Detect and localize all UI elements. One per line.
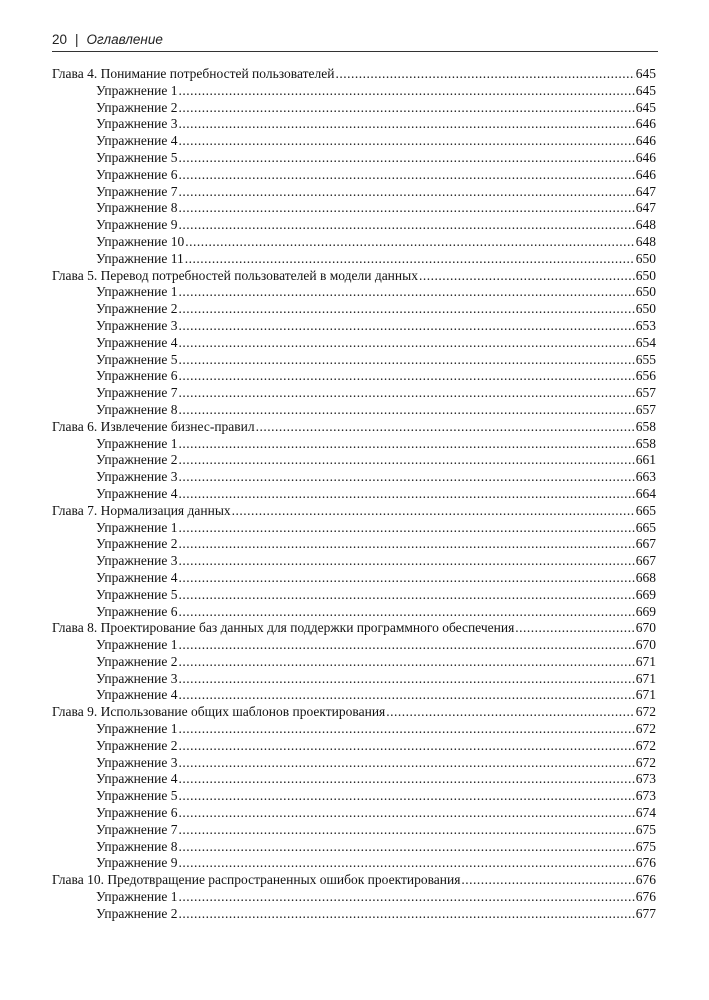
dot-leader bbox=[178, 755, 634, 772]
toc-entry-title: Упражнение 6 bbox=[96, 603, 178, 619]
dot-leader bbox=[178, 318, 634, 335]
toc-entry-title: Глава 6. Извлечение бизнес-правил bbox=[52, 418, 255, 434]
toc-entry-title: Глава 8. Проектирование баз данных для поддержки программного обеспечения bbox=[52, 620, 515, 636]
toc-exercise-entry bbox=[52, 889, 656, 906]
toc-entry-title: Упражнение 2 bbox=[96, 452, 178, 468]
toc-entry-page: 653 bbox=[635, 317, 656, 333]
dot-leader bbox=[178, 536, 634, 553]
toc-exercise-entry bbox=[52, 587, 656, 604]
toc-exercise-entry bbox=[52, 570, 656, 587]
toc-exercise-entry bbox=[52, 671, 656, 688]
toc-chapter-entry bbox=[52, 620, 656, 637]
toc-exercise-entry bbox=[52, 452, 656, 469]
dot-leader bbox=[178, 452, 634, 469]
toc-exercise-entry bbox=[52, 755, 656, 772]
toc-entry-page: 673 bbox=[635, 788, 656, 804]
dot-leader bbox=[256, 419, 635, 436]
toc-entry-title: Упражнение 8 bbox=[96, 401, 178, 417]
toc-entry-title: Упражнение 9 bbox=[96, 855, 178, 871]
toc-entry-page: 647 bbox=[635, 183, 656, 199]
toc-entry-title: Упражнение 2 bbox=[96, 905, 178, 921]
toc-entry-title: Упражнение 7 bbox=[96, 385, 178, 401]
dot-leader bbox=[178, 738, 634, 755]
dot-leader bbox=[178, 604, 634, 621]
toc-entry-page: 672 bbox=[635, 754, 656, 770]
toc-entry-page: 646 bbox=[635, 166, 656, 182]
dot-leader bbox=[178, 721, 634, 738]
toc-entry-title: Упражнение 3 bbox=[96, 469, 178, 485]
dot-leader bbox=[178, 335, 634, 352]
toc-entry-page: 645 bbox=[635, 99, 656, 115]
toc-exercise-entry bbox=[52, 301, 656, 318]
toc-exercise-entry bbox=[52, 839, 656, 856]
toc-entry-title: Упражнение 10 bbox=[96, 233, 185, 249]
toc-entry-page: 650 bbox=[635, 267, 656, 283]
toc-exercise-entry bbox=[52, 738, 656, 755]
dot-leader bbox=[178, 822, 634, 839]
toc-chapter-entry bbox=[52, 503, 656, 520]
dot-leader bbox=[178, 217, 634, 234]
dot-leader bbox=[185, 234, 635, 251]
toc-entry-page: 645 bbox=[635, 66, 656, 81]
toc-entry-page: 669 bbox=[635, 603, 656, 619]
toc-exercise-entry bbox=[52, 150, 656, 167]
toc-entry-page: 671 bbox=[635, 670, 656, 686]
toc-entry-title: Упражнение 6 bbox=[96, 805, 178, 821]
toc-exercise-entry bbox=[52, 520, 656, 537]
toc-exercise-entry bbox=[52, 385, 656, 402]
toc-entry-page: 664 bbox=[635, 485, 656, 501]
toc-exercise-entry bbox=[52, 368, 656, 385]
dot-leader bbox=[178, 889, 634, 906]
toc-entry-page: 673 bbox=[635, 771, 656, 787]
toc-entry-page: 670 bbox=[635, 637, 656, 653]
toc-entry-page: 672 bbox=[635, 737, 656, 753]
toc-entry-page: 672 bbox=[635, 704, 656, 720]
dot-leader bbox=[178, 469, 634, 486]
dot-leader bbox=[178, 284, 634, 301]
toc-entry-page: 658 bbox=[635, 418, 656, 434]
toc-exercise-entry bbox=[52, 83, 656, 100]
dot-leader bbox=[178, 402, 634, 419]
toc-entry-title: Глава 7. Нормализация данных bbox=[52, 502, 231, 518]
toc-exercise-entry bbox=[52, 217, 656, 234]
toc-entry-page: 646 bbox=[635, 116, 656, 132]
toc-entry-page: 667 bbox=[635, 553, 656, 569]
toc-entry-title: Упражнение 1 bbox=[96, 889, 178, 905]
toc-exercise-entry bbox=[52, 788, 656, 805]
dot-leader bbox=[178, 788, 634, 805]
toc-entry-title: Упражнение 5 bbox=[96, 788, 178, 804]
dot-leader bbox=[178, 839, 634, 856]
header-rule bbox=[52, 51, 658, 52]
toc-entry-page: 667 bbox=[635, 536, 656, 552]
toc-exercise-entry bbox=[52, 637, 656, 654]
dot-leader bbox=[178, 771, 634, 788]
toc-entry-page: 674 bbox=[635, 805, 656, 821]
toc-exercise-entry bbox=[52, 721, 656, 738]
toc-entry-page: 672 bbox=[635, 721, 656, 737]
toc-entry-title: Упражнение 3 bbox=[96, 553, 178, 569]
toc-entry-page: 655 bbox=[635, 351, 656, 367]
toc-exercise-entry bbox=[52, 234, 656, 251]
dot-leader bbox=[178, 100, 634, 117]
toc-entry-title: Глава 9. Использование общих шаблонов проектирования bbox=[52, 704, 386, 720]
toc-exercise-entry bbox=[52, 251, 656, 268]
running-header bbox=[52, 31, 658, 49]
toc-entry-page: 676 bbox=[635, 855, 656, 871]
toc-entry-page: 668 bbox=[635, 569, 656, 585]
toc-entry-page: 648 bbox=[635, 233, 656, 249]
toc-exercise-entry bbox=[52, 469, 656, 486]
toc-entry-title: Глава 5. Перевод потребностей пользователей в модели данных bbox=[52, 267, 418, 283]
dot-leader bbox=[185, 251, 635, 268]
toc-entry-title: Упражнение 4 bbox=[96, 771, 178, 787]
toc-entry-page: 647 bbox=[635, 200, 656, 216]
toc-entry-title: Упражнение 1 bbox=[96, 519, 178, 535]
toc-entry-page: 661 bbox=[635, 452, 656, 468]
toc-entry-page: 670 bbox=[635, 620, 656, 636]
toc-exercise-entry bbox=[52, 805, 656, 822]
dot-leader bbox=[178, 184, 634, 201]
dot-leader bbox=[178, 587, 634, 604]
toc-entry-title: Упражнение 1 bbox=[96, 82, 178, 98]
dot-leader bbox=[232, 503, 635, 520]
dot-leader bbox=[419, 268, 635, 285]
toc-exercise-entry bbox=[52, 436, 656, 453]
toc-entry-page: 675 bbox=[635, 821, 656, 837]
dot-leader bbox=[335, 66, 634, 83]
toc-exercise-entry bbox=[52, 116, 656, 133]
toc-entry-page: 656 bbox=[635, 368, 656, 384]
dot-leader bbox=[178, 368, 634, 385]
dot-leader bbox=[178, 200, 634, 217]
dot-leader bbox=[461, 872, 634, 889]
toc-exercise-entry bbox=[52, 167, 656, 184]
toc-entry-title: Упражнение 4 bbox=[96, 334, 178, 350]
toc-chapter-entry bbox=[52, 66, 656, 83]
toc-exercise-entry bbox=[52, 654, 656, 671]
toc-entry-page: 645 bbox=[635, 82, 656, 98]
toc-entry-page: 665 bbox=[635, 519, 656, 535]
dot-leader bbox=[178, 654, 634, 671]
toc-entry-title: Упражнение 7 bbox=[96, 183, 178, 199]
toc-entry-title: Упражнение 2 bbox=[96, 536, 178, 552]
toc-exercise-entry bbox=[52, 771, 656, 788]
dot-leader bbox=[178, 385, 634, 402]
toc-entry-title: Упражнение 2 bbox=[96, 301, 178, 317]
toc-exercise-entry bbox=[52, 906, 656, 923]
toc-entry-page: 663 bbox=[635, 469, 656, 485]
dot-leader bbox=[178, 805, 634, 822]
toc-entry-page: 657 bbox=[635, 401, 656, 417]
toc-chapter-entry bbox=[52, 704, 656, 721]
dot-leader bbox=[178, 352, 634, 369]
toc-entry-page: 677 bbox=[635, 905, 656, 921]
toc-exercise-entry bbox=[52, 855, 656, 872]
toc-entry-page: 658 bbox=[635, 435, 656, 451]
toc-entry-title: Глава 10. Предотвращение распространенных ошибок проектирования bbox=[52, 872, 461, 888]
dot-leader bbox=[178, 150, 634, 167]
toc-entry-title: Упражнение 8 bbox=[96, 838, 178, 854]
toc-entry-page: 646 bbox=[635, 149, 656, 165]
toc-entry-title: Упражнение 8 bbox=[96, 200, 178, 216]
toc-exercise-entry bbox=[52, 687, 656, 704]
dot-leader bbox=[178, 167, 634, 184]
toc-entry-title: Упражнение 5 bbox=[96, 351, 178, 367]
dot-leader bbox=[178, 570, 634, 587]
toc-chapter-entry bbox=[52, 268, 656, 285]
toc-entry-title: Упражнение 1 bbox=[96, 284, 178, 300]
toc-entry-title: Упражнение 3 bbox=[96, 754, 178, 770]
toc-exercise-entry bbox=[52, 200, 656, 217]
toc-exercise-entry bbox=[52, 402, 656, 419]
toc-exercise-entry bbox=[52, 133, 656, 150]
toc-entry-page: 646 bbox=[635, 133, 656, 149]
toc-entry-title: Упражнение 4 bbox=[96, 569, 178, 585]
toc-exercise-entry bbox=[52, 553, 656, 570]
dot-leader bbox=[178, 486, 634, 503]
toc-entry-title: Упражнение 6 bbox=[96, 368, 178, 384]
toc-exercise-entry bbox=[52, 284, 656, 301]
toc-chapter-entry bbox=[52, 419, 656, 436]
dot-leader bbox=[515, 620, 634, 637]
dot-leader bbox=[178, 83, 634, 100]
dot-leader bbox=[178, 133, 634, 150]
header-separator: | bbox=[75, 32, 79, 47]
toc-entry-title: Упражнение 3 bbox=[96, 317, 178, 333]
toc-entry-page: 650 bbox=[635, 250, 656, 266]
toc-entry-title: Упражнение 1 bbox=[96, 721, 178, 737]
toc-exercise-entry bbox=[52, 318, 656, 335]
toc-entry-title: Упражнение 1 bbox=[96, 435, 178, 451]
page-number: 20 bbox=[52, 32, 68, 47]
toc-entry-title: Упражнение 2 bbox=[96, 653, 178, 669]
toc-exercise-entry bbox=[52, 536, 656, 553]
dot-leader bbox=[178, 301, 634, 318]
toc-exercise-entry bbox=[52, 184, 656, 201]
toc-entry-title: Упражнение 9 bbox=[96, 217, 178, 233]
toc-entry-page: 654 bbox=[635, 334, 656, 350]
toc-exercise-entry bbox=[52, 604, 656, 621]
toc-entry-title: Упражнение 6 bbox=[96, 166, 178, 182]
dot-leader bbox=[178, 906, 634, 923]
toc-exercise-entry bbox=[52, 335, 656, 352]
toc-entry-page: 676 bbox=[635, 889, 656, 905]
toc-entry-title: Упражнение 1 bbox=[96, 637, 178, 653]
toc-entry-page: 665 bbox=[635, 502, 656, 518]
toc-entry-page: 657 bbox=[635, 385, 656, 401]
toc-entry-page: 671 bbox=[635, 653, 656, 669]
toc-entry-title: Упражнение 2 bbox=[96, 737, 178, 753]
dot-leader bbox=[178, 687, 634, 704]
toc-entry-page: 648 bbox=[635, 217, 656, 233]
toc-entry-title: Упражнение 3 bbox=[96, 116, 178, 132]
toc-entry-title: Глава 4. Понимание потребностей пользователей bbox=[52, 66, 335, 81]
toc-entry-page: 675 bbox=[635, 838, 656, 854]
toc-entry-title: Упражнение 2 bbox=[96, 99, 178, 115]
toc-chapter-entry bbox=[52, 872, 656, 889]
toc-entry-title: Упражнение 11 bbox=[96, 250, 184, 266]
toc-exercise-entry bbox=[52, 822, 656, 839]
toc-entry-title: Упражнение 4 bbox=[96, 687, 178, 703]
dot-leader bbox=[386, 704, 635, 721]
toc-entry-title: Упражнение 5 bbox=[96, 149, 178, 165]
toc-exercise-entry bbox=[52, 100, 656, 117]
dot-leader bbox=[178, 637, 634, 654]
toc-exercise-entry bbox=[52, 352, 656, 369]
toc-entry-page: 671 bbox=[635, 687, 656, 703]
toc-entry-page: 650 bbox=[635, 284, 656, 300]
toc-entry-page: 669 bbox=[635, 586, 656, 602]
toc-entry-title: Упражнение 5 bbox=[96, 586, 178, 602]
toc-entry-title: Упражнение 4 bbox=[96, 485, 178, 501]
table-of-contents bbox=[52, 66, 656, 923]
dot-leader bbox=[178, 855, 634, 872]
dot-leader bbox=[178, 436, 634, 453]
dot-leader bbox=[178, 116, 634, 133]
toc-entry-page: 650 bbox=[635, 301, 656, 317]
toc-exercise-entry bbox=[52, 486, 656, 503]
toc-entry-title: Упражнение 7 bbox=[96, 821, 178, 837]
dot-leader bbox=[178, 520, 634, 537]
dot-leader bbox=[178, 553, 634, 570]
toc-entry-title: Упражнение 3 bbox=[96, 670, 178, 686]
toc-entry-title: Упражнение 4 bbox=[96, 133, 178, 149]
dot-leader bbox=[178, 671, 634, 688]
toc-entry-page: 676 bbox=[635, 872, 656, 888]
running-title: Оглавление bbox=[86, 32, 163, 47]
